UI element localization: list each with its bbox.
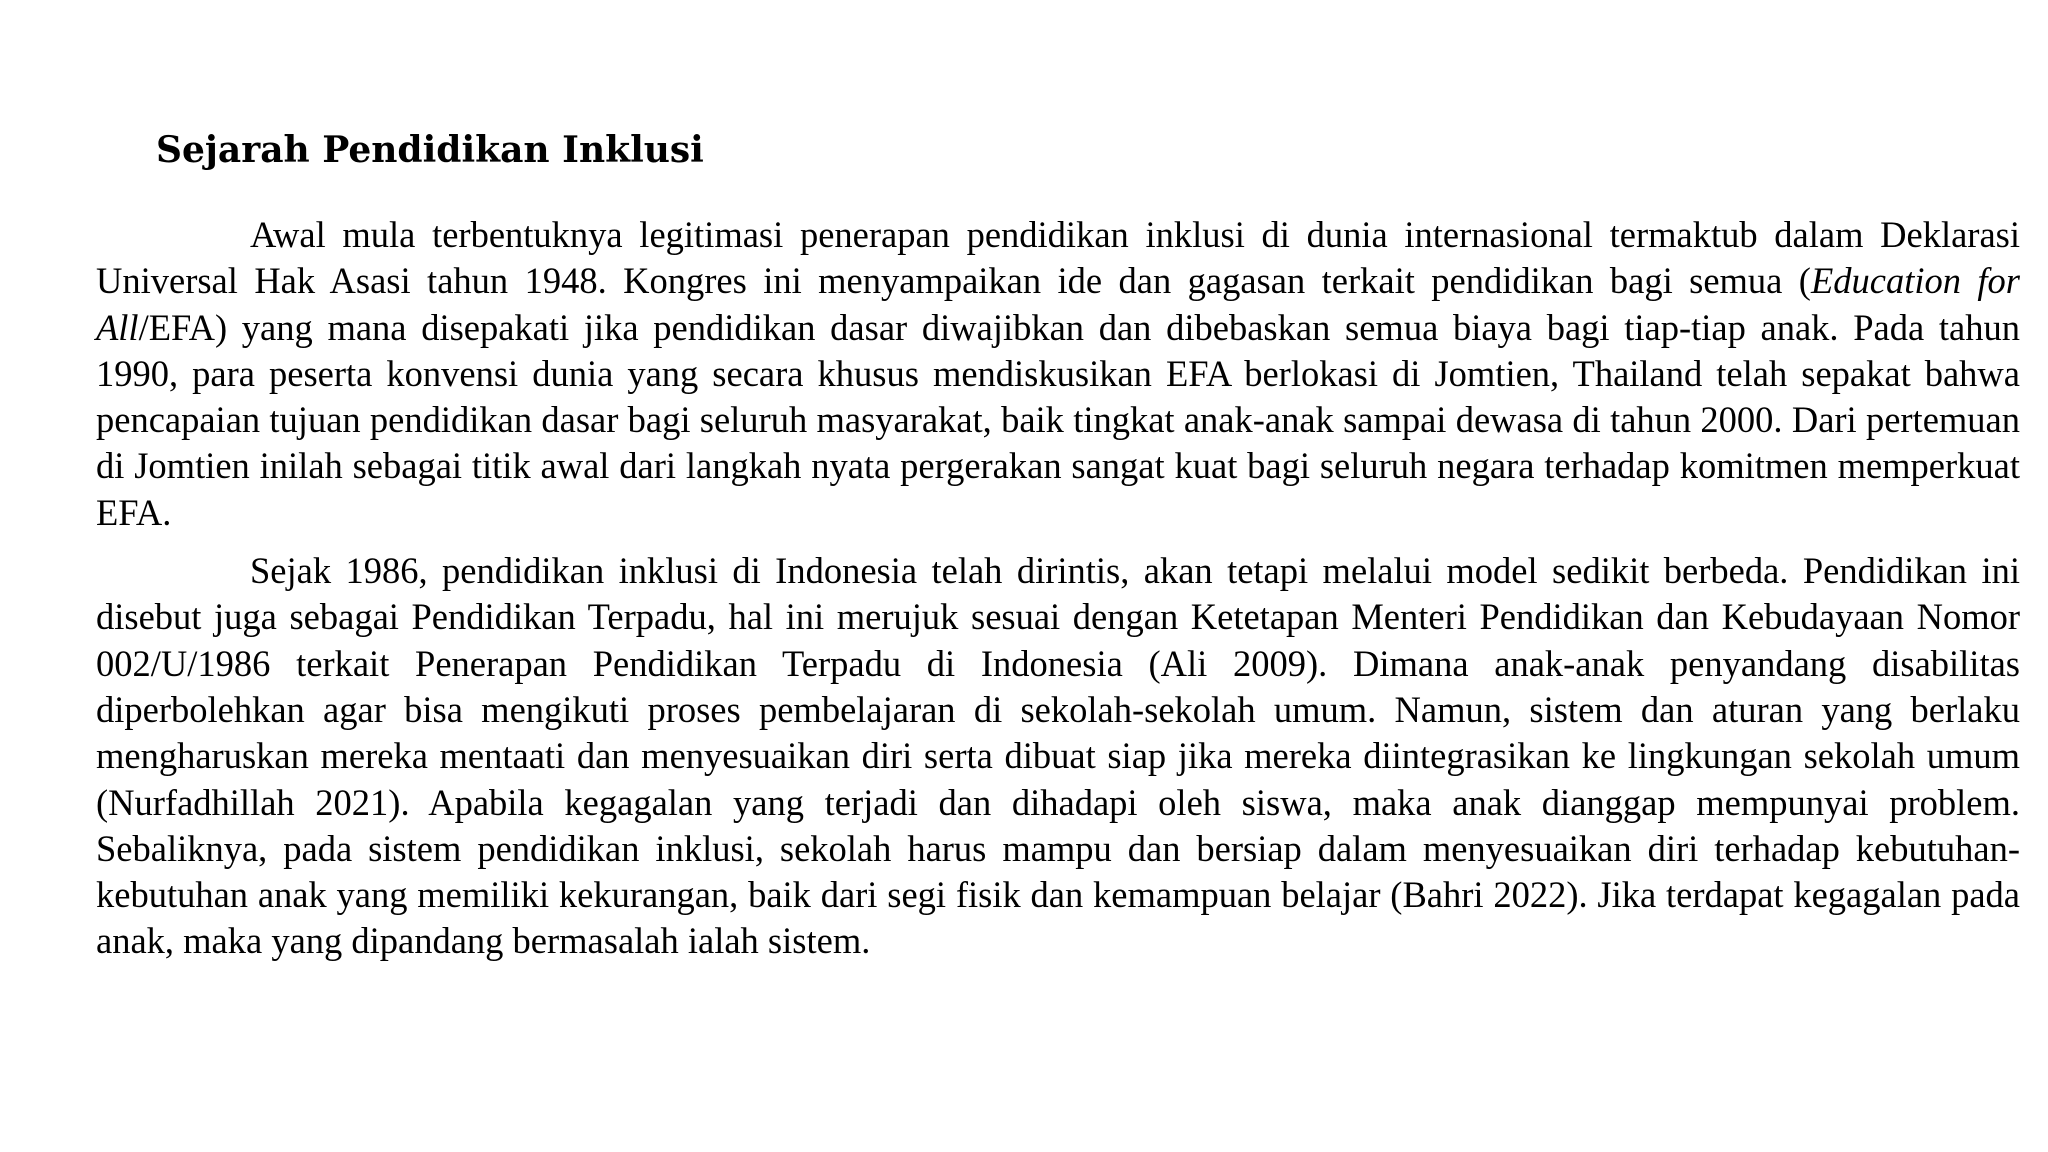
paragraph-1-italic-term: Education for All [96, 260, 2020, 348]
paragraph-1-text-a: Awal mula terbentuknya legitimasi penerapan pendidikan inklusi di dunia internasional termaktub dalam Deklarasi Universal Hak Asasi tahun 1948. Kongres ini menyampaikan ide dan gagasan terkait pendidikan bagi semua ( [96, 214, 2020, 302]
section-heading: Sejarah Pendidikan Inklusi [156, 129, 704, 171]
body-text [96, 212, 2020, 977]
paragraph-1 [96, 212, 2020, 536]
paragraph-2: Sejak 1986, pendidikan inklusi di Indonesia telah dirintis, akan tetapi melalui model sedikit berbeda. Pendidikan ini disebut juga sebagai Pendidikan Terpadu, hal ini merujuk sesuai dengan Ketetapan Menteri Pendidikan dan Kebudayaan Nomor 002/U/1986 terkait Penerapan Pendidikan Terpadu di Indonesia (Ali 2009). Dimana anak-anak penyandang disabilitas diperbolehkan agar bisa mengikuti proses pembelajaran di sekolah-sekolah umum. Namun, sistem dan aturan yang berlaku mengharuskan mereka mentaati dan menyesuaikan diri serta dibuat siap jika mereka diintegrasikan ke lingkungan sekolah umum (Nurfadhillah 2021). Apabila kegagalan yang terjadi dan dihadapi oleh siswa, maka anak dianggap mempunyai problem. Sebaliknya, pada sistem pendidikan inklusi, sekolah harus mampu dan bersiap dalam menyesuaikan diri terhadap kebutuhan-kebutuhan anak yang memiliki kekurangan, baik dari segi fisik dan kemampuan belajar (Bahri 2022). Jika terdapat kegagalan pada anak, maka yang dipandang bermasalah ialah sistem. [96, 550, 2020, 962]
paragraph-1-text-b: /EFA) yang mana disepakati jika pendidikan dasar diwajibkan dan dibebaskan semua biaya bagi tiap-tiap anak. Pada tahun 1990, para peserta konvensi dunia yang secara khusus mendiskusikan EFA berlokasi di Jomtien, Thailand telah sepakat bahwa pencapaian tujuan pendidikan dasar bagi seluruh masyarakat, baik tingkat anak-anak sampai dewasa di tahun 2000. Dari pertemuan di Jomtien inilah sebagai titik awal dari langkah nyata pergerakan sangat kuat bagi seluruh negara terhadap komitmen memperkuat EFA. [96, 306, 2020, 533]
